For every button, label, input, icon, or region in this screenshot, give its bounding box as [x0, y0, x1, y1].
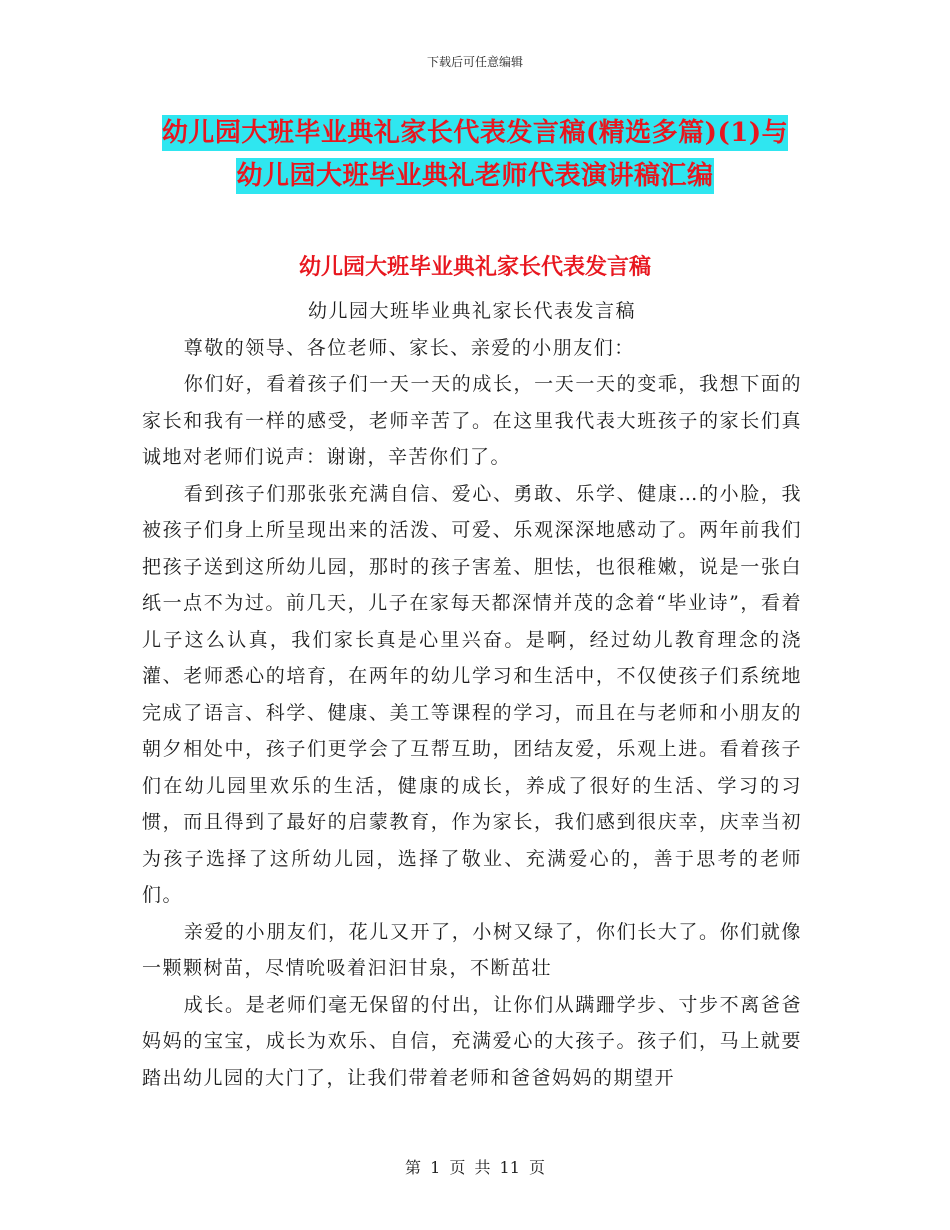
document-body [142, 293, 802, 1096]
greeting: 尊敬的领导、各位老师、家长、亲爱的小朋友们： [183, 336, 635, 359]
document-title-line-1 [0, 112, 950, 149]
page-footer: 第 1 页 共 11 页 [405, 1158, 545, 1177]
paragraph-4: 成长。是老师们毫无保留的付出，让你们从蹒跚学步、寸步不离爸爸妈妈的宝宝，成长为欢乐、自信，充满爱心的大孩子。孩子们，马上就要踏出幼儿园的大门了，让我们带着老师和爸爸妈妈的期望开 [142, 993, 802, 1089]
header-note: 下载后可任意编辑 [426, 55, 523, 69]
body-subtitle: 幼儿园大班毕业典礼家长代表发言稿 [307, 300, 636, 322]
paragraph-2: 看到孩子们那张张充满自信、爱心、勇敢、乐学、健康…的小脸，我被孩子们身上所呈现出来的活泼、可爱、乐观深深地感动了。两年前我们把孩子送到这所幼儿园，那时的孩子害羞、胆怯，也很稚嫩，说是一张白纸一点不为过。前几天，儿子在家每天都深情并茂的念着“毕业诗”，看着儿子这么认真，我们家长真是心里兴奋。是啊，经过幼儿教育理念的浇灌、老师悉心的培育，在两年的幼儿学习和生活中，不仅使孩子们系统地完成了语言、科学、健康、美工等课程的学习，而且在与老师和小朋友的朝夕相处中，孩子们更学会了互帮互助，团结友爱，乐观上进。看着孩子们在幼儿园里欢乐的生活，健康的成长，养成了很好的生活、学习的习惯，而且得到了最好的启蒙教育，作为家长，我们感到很庆幸，庆幸当初为孩子选择了这所幼儿园，选择了敬业、充满爱心的，善于思考的老师们。 [142, 482, 802, 906]
paragraph-3: 亲爱的小朋友们，花儿又开了，小树又绿了，你们长大了。你们就像一颗颗树苗，尽情吮吸着汩汩甘泉，不断茁壮 [142, 920, 802, 979]
paragraph-1: 你们好，看着孩子们一天一天的成长，一天一天的变乖，我想下面的家长和我有一样的感受，老师辛苦了。在这里我代表大班孩子的家长们真诚地对老师们说声：谢谢，辛苦你们了。 [142, 373, 802, 468]
title-line-1-text: 幼儿园大班毕业典礼家长代表发言稿(精选多篇)(1)与 [162, 115, 788, 151]
section-title: 幼儿园大班毕业典礼家长代表发言稿 [298, 254, 651, 280]
document-title-line-2 [0, 155, 950, 192]
title-line-2-text: 幼儿园大班毕业典礼老师代表演讲稿汇编 [236, 158, 713, 194]
